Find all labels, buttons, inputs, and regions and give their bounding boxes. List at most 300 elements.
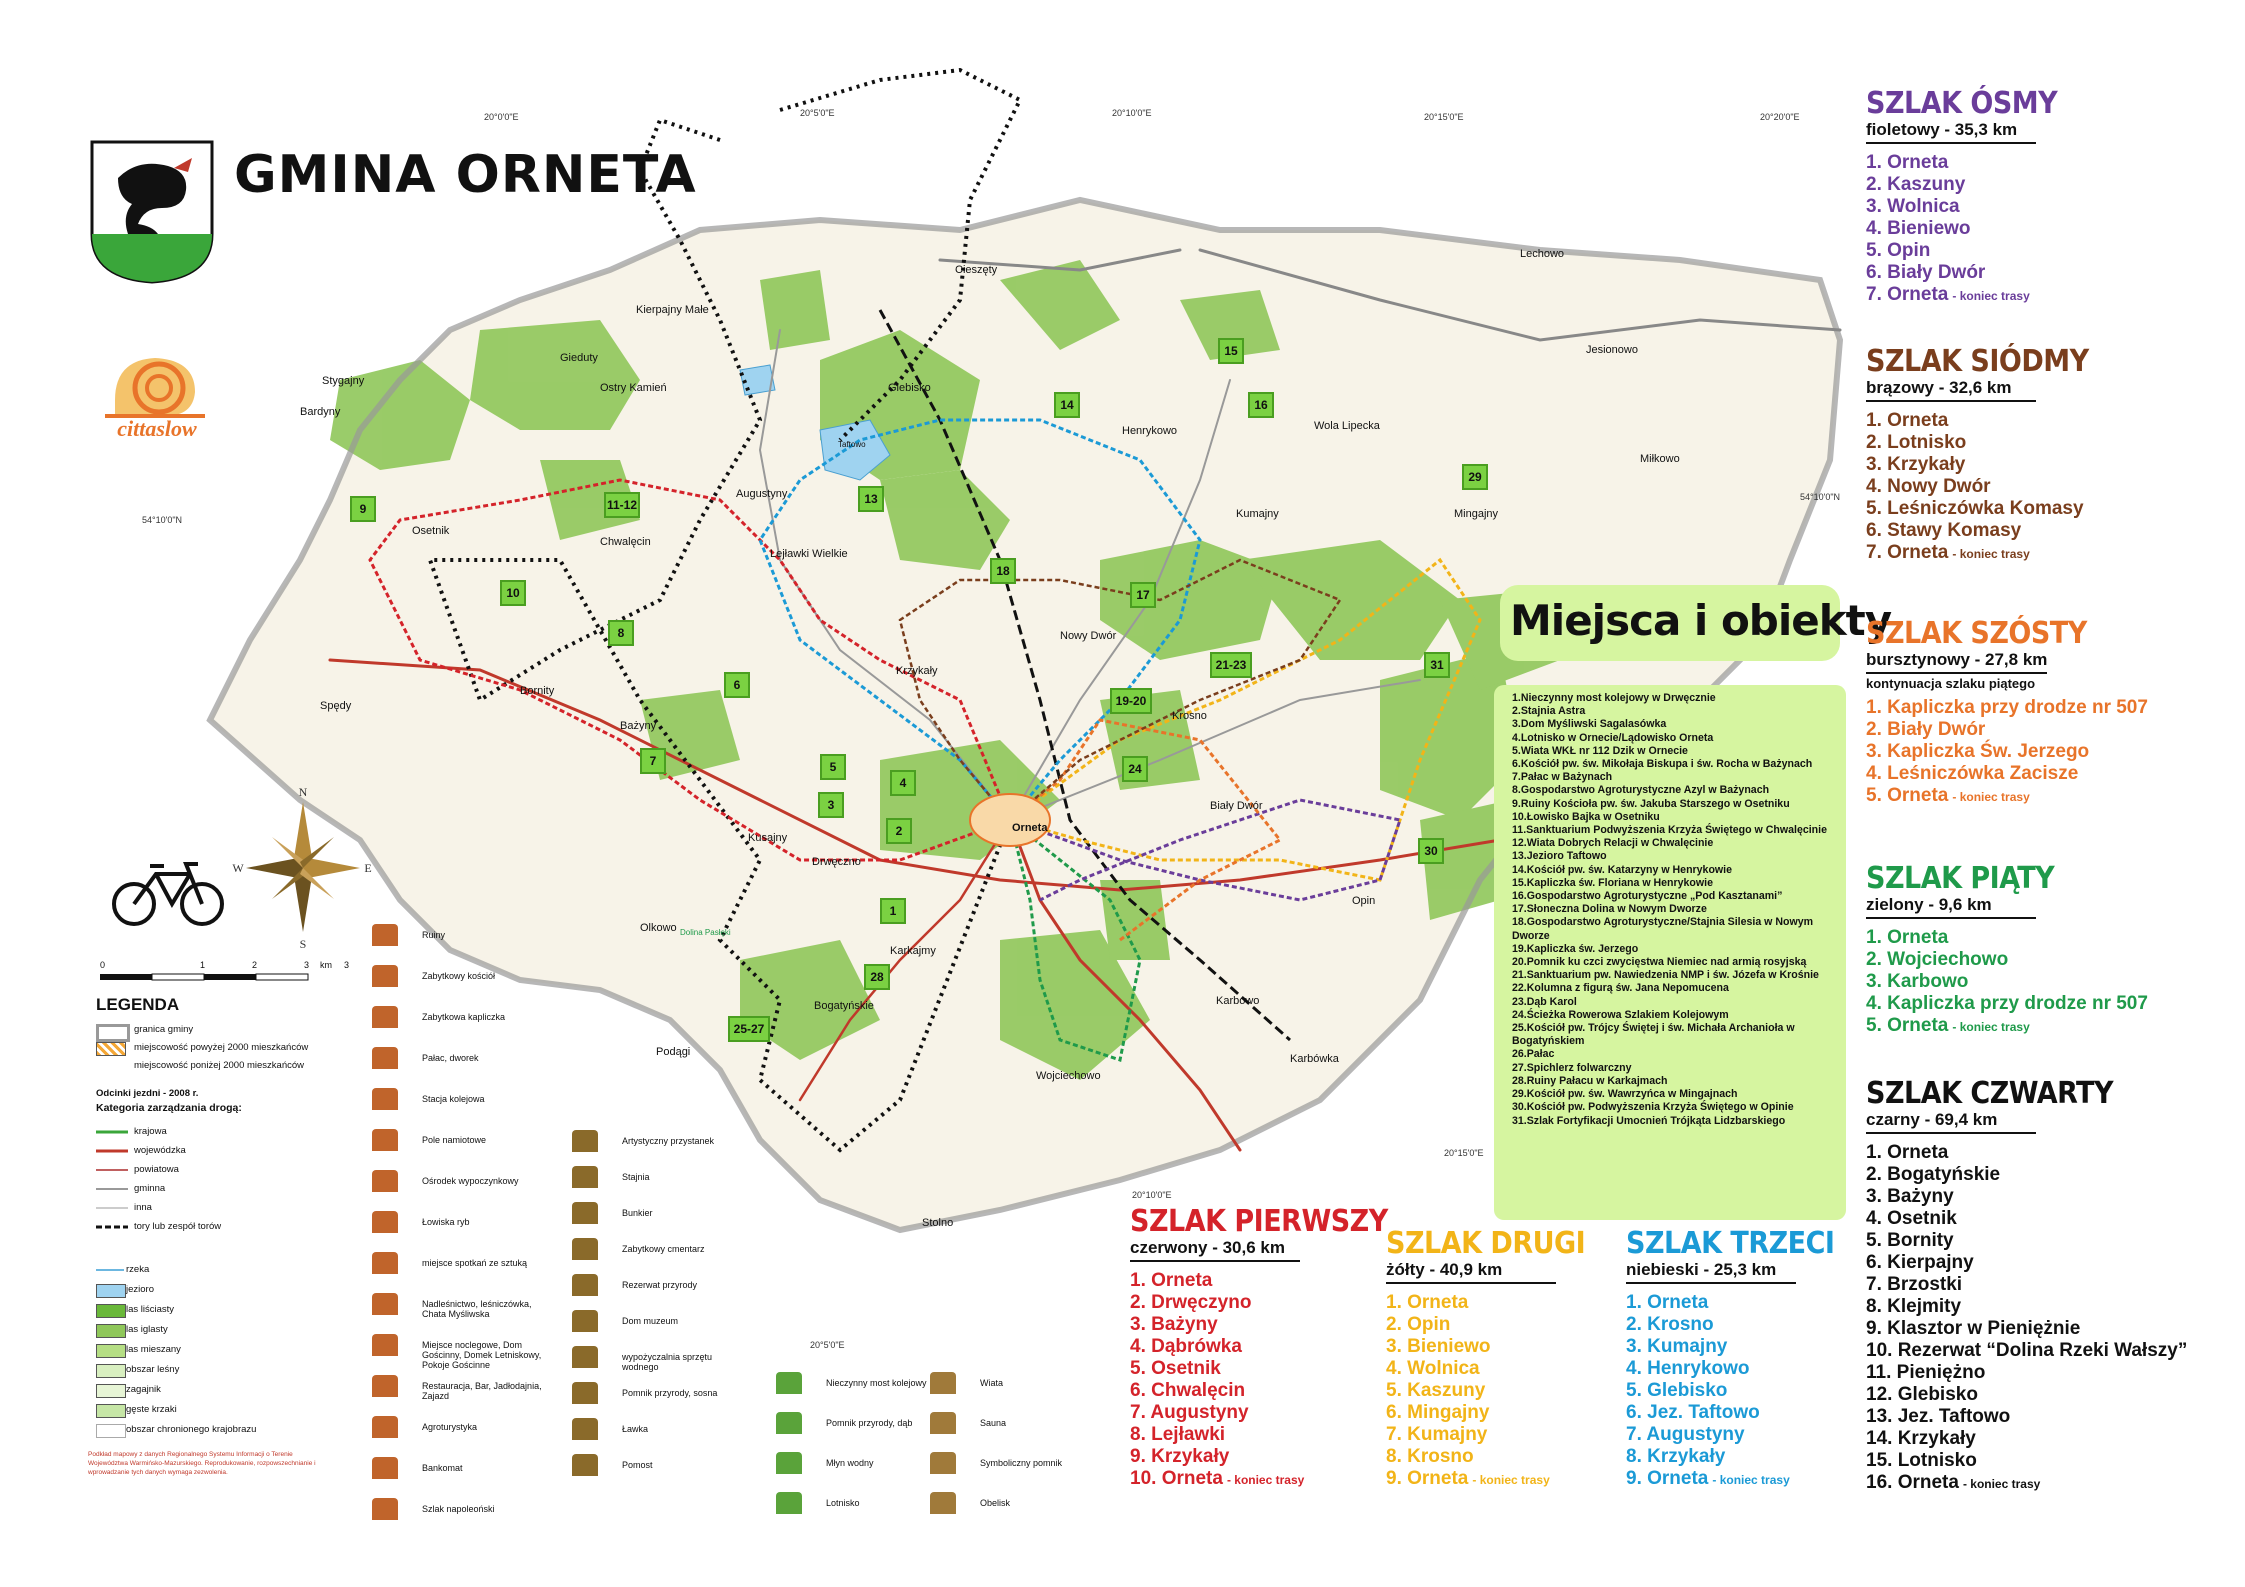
trail-stop bbox=[1866, 1450, 2187, 1472]
map-place: Dolina Pasłęki bbox=[680, 928, 731, 937]
trail-stop-label: 2. Kaszuny bbox=[1866, 174, 1966, 195]
trail-stop bbox=[1386, 1336, 1585, 1358]
trail-stop bbox=[1866, 1274, 2187, 1296]
compass-w: W bbox=[232, 861, 244, 875]
trail-stop-label: 4. Bieniewo bbox=[1866, 218, 1971, 239]
trail-stop-label: 4. Kapliczka przy drodze nr 507 bbox=[1866, 993, 2148, 1014]
legend-symbol-icon bbox=[930, 1492, 956, 1514]
poi-marker[interactable]: 6 bbox=[724, 672, 750, 698]
places-list-item: 13.Jezioro Taftowo bbox=[1512, 850, 1607, 863]
trail-stop bbox=[1866, 454, 2089, 476]
trail-stops bbox=[1626, 1292, 1834, 1491]
trail-8 bbox=[1866, 88, 2057, 307]
trail-title: SZLAK ÓSMY bbox=[1866, 86, 2058, 121]
map-place: Lechowo bbox=[1520, 248, 1565, 260]
map-place-orneta: Orneta bbox=[1012, 822, 1048, 834]
legend-item: obszar chronionego krajobrazu bbox=[126, 1424, 257, 1435]
coord-label: 20°15'0"E bbox=[1444, 1148, 1484, 1158]
trail-stop-label: 2. Drwęczyno bbox=[1130, 1292, 1252, 1313]
places-list bbox=[1512, 692, 1842, 1128]
trail-stop bbox=[1866, 719, 2148, 741]
trail-subtitle: żółty - 40,9 km bbox=[1386, 1260, 1556, 1284]
legend-symbol-icon bbox=[572, 1310, 598, 1332]
legend-symbol-icon bbox=[372, 1006, 398, 1028]
trail-6 bbox=[1866, 618, 2148, 808]
legend-symbol-icon bbox=[372, 1170, 398, 1192]
poi-marker[interactable]: 13 bbox=[858, 486, 884, 512]
map-place: Drwęczno bbox=[812, 856, 861, 868]
trail-subtitle: czerwony - 30,6 km bbox=[1130, 1238, 1300, 1262]
trail-stop-label: 5. Orneta bbox=[1866, 785, 1949, 806]
places-list-item: 15.Kapliczka św. Floriana w Henrykowie bbox=[1512, 876, 1713, 889]
legend-item: miejscowość poniżej 2000 mieszkańców bbox=[134, 1060, 305, 1071]
trail-stop bbox=[1626, 1358, 1834, 1380]
legend-symbol-label: Pomnik przyrody, sosna bbox=[622, 1388, 718, 1398]
map-place: Augustyny bbox=[736, 488, 788, 500]
places-list-item: 28.Ruiny Pałacu w Karkajmach bbox=[1512, 1074, 1668, 1087]
trail-stops bbox=[1866, 927, 2148, 1038]
trail-subtitle: czarny - 69,4 km bbox=[1866, 1110, 2036, 1134]
map-place: Chwalęcin bbox=[600, 536, 651, 548]
legend-symbol-label: Pałac, dworek bbox=[422, 1053, 479, 1063]
places-list-item: 31.Szlak Fortyfikacji Umocnień Trójkąta Lidzbarskiego bbox=[1512, 1114, 1786, 1127]
legend-symbol-icon bbox=[776, 1372, 802, 1394]
trail-subtitle-note: kontynuacja szlaku piątego bbox=[1866, 676, 2036, 691]
places-list-item: 19.Kapliczka św. Jerzego bbox=[1512, 942, 1639, 955]
poi-marker[interactable]: 21-23 bbox=[1210, 652, 1252, 678]
trail-stop-label: 7. Augustyny bbox=[1626, 1424, 1745, 1445]
trail-stop bbox=[1130, 1358, 1388, 1380]
trail-stop bbox=[1130, 1292, 1388, 1314]
legend-symbol-label: Miejsce noclegowe, Dom Gościnny, Domek Letniskowy, Pokoje Gościnne bbox=[422, 1340, 542, 1370]
trail-subtitle: brązowy - 32,6 km bbox=[1866, 378, 2036, 402]
map-place: Bażyny bbox=[620, 720, 657, 732]
map-place: Kierpajny Małe bbox=[636, 304, 709, 316]
trail-stop-label: 1. Orneta bbox=[1866, 410, 1949, 431]
trail-title: SZLAK PIERWSZY bbox=[1130, 1204, 1388, 1239]
trail-end-note: - koniec trasy bbox=[1472, 1473, 1550, 1487]
legend-swatch bbox=[96, 1264, 124, 1276]
legend-symbol-label: Restauracja, Bar, Jadłodajnia, Zajazd bbox=[422, 1381, 542, 1401]
legend-symbol-label: Lotnisko bbox=[826, 1498, 860, 1508]
trail-stop bbox=[1866, 993, 2148, 1015]
poi-marker[interactable]: 29 bbox=[1462, 464, 1488, 490]
trail-stop-label: 9. Krzykały bbox=[1130, 1446, 1230, 1467]
legend-symbol-label: Dom muzeum bbox=[622, 1316, 679, 1326]
legend-symbol-icon bbox=[372, 1498, 398, 1520]
scale-tick: 1 bbox=[200, 960, 206, 970]
places-list-item: 20.Pomnik ku czci zwycięstwa Niemiec nad armią rosyjską bbox=[1512, 956, 1807, 969]
places-list-item: 23.Dąb Karol bbox=[1512, 995, 1577, 1008]
trail-stop-label: 7. Orneta bbox=[1866, 542, 1949, 563]
legend-symbol-icon bbox=[372, 1334, 398, 1356]
trail-stop-label: 6. Biały Dwór bbox=[1866, 262, 1986, 283]
coord-label: 54°10'0"N bbox=[142, 515, 183, 525]
legend-symbol-icon bbox=[372, 1457, 398, 1479]
legend-item: miejscowość powyżej 2000 mieszkańców bbox=[134, 1042, 309, 1053]
trail-stop-label: 8. Krosno bbox=[1386, 1446, 1474, 1467]
legend-symbol-label: Bunkier bbox=[622, 1208, 653, 1218]
trail-stop bbox=[1386, 1446, 1585, 1468]
legend-road-lines bbox=[96, 1124, 130, 1244]
trail-stop-label: 10. Rezerwat “Dolina Rzeki Wałszy” bbox=[1866, 1340, 2188, 1361]
trail-stop-label: 3. Krzykały bbox=[1866, 454, 1966, 475]
legend-symbol-icon bbox=[572, 1418, 598, 1440]
legend-swatch bbox=[96, 1324, 126, 1338]
trail-stops bbox=[1866, 152, 2057, 307]
trail-stop bbox=[1866, 520, 2089, 542]
legend-symbol-label: Stacja kolejowa bbox=[422, 1094, 485, 1104]
trail-stop-label: 9. Klasztor w Pieniężnie bbox=[1866, 1318, 2081, 1339]
trail-stop-label: 15. Lotnisko bbox=[1866, 1450, 1977, 1471]
legend-symbol-icon bbox=[572, 1346, 598, 1368]
trail-title: SZLAK SZÓSTY bbox=[1866, 616, 2087, 651]
coord-label: 20°10'0"E bbox=[1132, 1190, 1172, 1200]
coord-label: 20°10'0"E bbox=[1112, 108, 1152, 118]
legend-symbol-icon bbox=[930, 1372, 956, 1394]
map-place: Karkajmy bbox=[890, 945, 936, 957]
places-list-item: 3.Dom Myśliwski Sagalasówka bbox=[1512, 718, 1667, 731]
poi-marker[interactable]: 14 bbox=[1054, 392, 1080, 418]
trail-stop-label: 5. Glebisko bbox=[1626, 1380, 1728, 1401]
trail-stop-label: 3. Kapliczka Św. Jerzego bbox=[1866, 741, 2090, 762]
legend-symbol-icon bbox=[372, 1375, 398, 1397]
places-list-item: 9.Ruiny Kościoła pw. św. Jakuba Starszego w Osetniku bbox=[1512, 797, 1790, 810]
legend-swatch bbox=[96, 1424, 126, 1438]
trail-stop-label: 1. Orneta bbox=[1130, 1270, 1213, 1291]
map-place: Bardyny bbox=[300, 406, 341, 418]
trail-stop bbox=[1866, 542, 2089, 565]
trail-4 bbox=[1866, 1078, 2187, 1495]
legend-symbol-icon bbox=[572, 1238, 598, 1260]
trail-7 bbox=[1866, 346, 2089, 565]
trail-end-note: - koniec trasy bbox=[1962, 1477, 2041, 1491]
legend-symbol-icon bbox=[372, 1129, 398, 1151]
trail-stop-label: 9. Orneta bbox=[1626, 1468, 1709, 1489]
trail-stop bbox=[1386, 1292, 1585, 1314]
map-place: Opin bbox=[1352, 895, 1376, 907]
poi-marker[interactable]: 16 bbox=[1248, 392, 1274, 418]
trail-stop bbox=[1130, 1446, 1388, 1468]
legend-item: las iglasty bbox=[126, 1324, 168, 1335]
trail-end-note: - koniec trasy bbox=[1226, 1473, 1305, 1487]
poi-marker[interactable]: 30 bbox=[1418, 838, 1444, 864]
trail-stop-label: 11. Pieniężno bbox=[1866, 1362, 1986, 1383]
legend-symbol-icon bbox=[372, 1047, 398, 1069]
trail-stop-label: 7. Orneta bbox=[1866, 284, 1949, 305]
legend-symbol-label: Bankomat bbox=[422, 1463, 463, 1473]
trail-stop bbox=[1626, 1292, 1834, 1314]
places-list-item: 8.Gospodarstwo Agroturystyczne Azyl w Bażynach bbox=[1512, 784, 1770, 797]
trail-1 bbox=[1130, 1206, 1388, 1491]
trail-stop bbox=[1386, 1402, 1585, 1424]
places-list-item: 18.Gospodarstwo Agroturystyczne/Stajnia Silesia w Nowym Dworze bbox=[1512, 916, 1814, 942]
map-place: Jesionowo bbox=[1586, 344, 1638, 356]
gmina-crest-icon bbox=[88, 138, 216, 284]
places-list-item: 27.Spichlerz folwarczny bbox=[1512, 1061, 1632, 1074]
trail-title: SZLAK SIÓDMY bbox=[1866, 344, 2089, 379]
trail-stop bbox=[1130, 1468, 1388, 1491]
poi-marker[interactable]: 3 bbox=[818, 792, 844, 818]
poi-marker[interactable]: 28 bbox=[864, 964, 890, 990]
places-list-item: 6.Kościół pw. św. Mikołaja Biskupa i św. Rocha w Bażynach bbox=[1512, 758, 1813, 771]
trail-stops bbox=[1866, 697, 2148, 808]
legend-symbol-label: Zabytkowa kapliczka bbox=[422, 1012, 506, 1022]
scale-tick: 2 bbox=[252, 960, 258, 970]
trail-stop bbox=[1866, 763, 2148, 785]
coord-label: 20°20'0"E bbox=[1760, 112, 1800, 122]
trail-stop bbox=[1626, 1380, 1834, 1402]
trail-stop bbox=[1866, 949, 2148, 971]
trail-stop-label: 5. Orneta bbox=[1866, 1015, 1949, 1036]
legend-item: jezioro bbox=[126, 1284, 154, 1295]
trail-stop-label: 2. Wojciechowo bbox=[1866, 949, 2009, 970]
trail-stop-label: 6. Kierpajny bbox=[1866, 1252, 1974, 1273]
legend-symbol-label: Ławka bbox=[622, 1424, 649, 1434]
map-place: Spędy bbox=[320, 700, 352, 712]
poi-marker[interactable]: 2 bbox=[886, 818, 912, 844]
legend-symbol-label: wypożyczalnia sprzętu wodnego bbox=[622, 1352, 713, 1372]
trail-stop bbox=[1866, 262, 2057, 284]
trail-stop-label: 2. Bogatyńskie bbox=[1866, 1164, 2001, 1185]
trail-end-note: - koniec trasy bbox=[1952, 547, 2030, 561]
trail-stop-label: 4. Osetnik bbox=[1866, 1208, 1957, 1229]
trail-stop-label: 5. Opin bbox=[1866, 240, 1931, 261]
trail-stop bbox=[1386, 1424, 1585, 1446]
trail-subtitle: niebieski - 25,3 km bbox=[1626, 1260, 1796, 1284]
trail-stop bbox=[1866, 697, 2148, 719]
trail-stop-label: 3. Kumajny bbox=[1626, 1336, 1728, 1357]
trail-stop bbox=[1866, 476, 2089, 498]
legend-swatch bbox=[96, 1364, 126, 1378]
trail-stop-label: 2. Lotnisko bbox=[1866, 432, 1967, 453]
legend-swatch bbox=[96, 1024, 130, 1042]
trail-stop bbox=[1866, 410, 2089, 432]
legend-symbol-label: Wiata bbox=[980, 1378, 1004, 1388]
places-list-item: 14.Kościół pw. św. Katarzyny w Henrykowie bbox=[1512, 863, 1732, 876]
trail-stop bbox=[1866, 1186, 2187, 1208]
legend-symbol-label: Ruiny bbox=[422, 930, 446, 940]
trail-stop bbox=[1866, 174, 2057, 196]
places-title: Miejsca i obiekty bbox=[1510, 596, 1892, 645]
legend-symbol-label: Nadleśnictwo, leśniczówka, Chata Myśliwska bbox=[422, 1299, 532, 1319]
legend-symbol-icon bbox=[572, 1202, 598, 1224]
trail-stop-label: 6. Mingajny bbox=[1386, 1402, 1490, 1423]
trail-stop-label: 8. Lejławki bbox=[1130, 1424, 1226, 1445]
map-place: Kumajny bbox=[1236, 508, 1279, 520]
poi-marker[interactable]: 8 bbox=[608, 620, 634, 646]
poi-marker[interactable]: 31 bbox=[1424, 652, 1450, 678]
trail-stop bbox=[1866, 196, 2057, 218]
legend-symbol-icon bbox=[776, 1452, 802, 1474]
trail-stop-label: 8. Klejmity bbox=[1866, 1296, 1962, 1317]
legend-symbol-label: Pomnik przyrody, dąb bbox=[826, 1418, 913, 1428]
trail-stop-label: 7. Augustyny bbox=[1130, 1402, 1249, 1423]
legend-item: rzeka bbox=[126, 1264, 150, 1275]
poi-marker[interactable]: 17 bbox=[1130, 582, 1156, 608]
places-list-item: 16.Gospodarstwo Agroturystyczne „Pod Kasztanami” bbox=[1512, 890, 1783, 903]
map-place: Osetnik bbox=[412, 525, 450, 537]
trail-stop bbox=[1130, 1402, 1388, 1424]
places-list-item: 7.Pałac w Bażynach bbox=[1512, 771, 1613, 784]
trail-stop-label: 4. Leśniczówka Zacisze bbox=[1866, 763, 2079, 784]
poi-marker[interactable]: 5 bbox=[820, 754, 846, 780]
trail-stop bbox=[1866, 1406, 2187, 1428]
map-place: Cieszęty bbox=[955, 264, 998, 276]
poi-marker[interactable]: 9 bbox=[350, 496, 376, 522]
legend-symbol-icon bbox=[372, 924, 398, 946]
legend-item: las liściasty bbox=[126, 1304, 175, 1315]
trail-subtitle: fioletowy - 35,3 km bbox=[1866, 120, 2036, 144]
legend-swatch bbox=[96, 1284, 126, 1298]
legend-item: tory lub zespół torów bbox=[134, 1221, 222, 1232]
legend-symbol-label: miejsce spotkań ze sztuką bbox=[422, 1258, 528, 1268]
trail-subtitle: zielony - 9,6 km bbox=[1866, 895, 2036, 919]
trail-stop bbox=[1626, 1468, 1834, 1491]
trail-stop-label: 14. Krzykały bbox=[1866, 1428, 1976, 1449]
trail-stops bbox=[1386, 1292, 1585, 1491]
trail-stop-label: 16. Orneta bbox=[1866, 1472, 1959, 1493]
map-place: Karbówka bbox=[1290, 1053, 1339, 1065]
legend-symbol-label: Obelisk bbox=[980, 1498, 1011, 1508]
trail-subtitle: bursztynowy - 27,8 km bbox=[1866, 650, 2047, 674]
trail-stop bbox=[1866, 1015, 2148, 1038]
trail-stop-label: 2. Krosno bbox=[1626, 1314, 1714, 1335]
places-list-item: 22.Kolumna z figurą św. Jana Nepomucena bbox=[1512, 982, 1729, 995]
legend-symbol-label: Sauna bbox=[980, 1418, 1007, 1428]
trail-stop bbox=[1130, 1270, 1388, 1292]
legend-symbol-label: Symboliczny pomnik bbox=[980, 1458, 1063, 1468]
trail-stop-label: 5. Kaszuny bbox=[1386, 1380, 1486, 1401]
legend-symbol-label: Nieczynny most kolejowy bbox=[826, 1378, 927, 1388]
map-place: Gieduty bbox=[560, 352, 598, 364]
legend-symbol-icon bbox=[372, 1211, 398, 1233]
legend-swatch bbox=[96, 1384, 126, 1398]
trail-stop-label: 1. Orneta bbox=[1866, 152, 1949, 173]
poi-marker[interactable]: 19-20 bbox=[1110, 688, 1152, 714]
trail-stop-label: 3. Wolnica bbox=[1866, 196, 1960, 217]
trail-stop bbox=[1866, 1472, 2187, 1495]
trail-stop bbox=[1866, 741, 2148, 763]
legend-swatch bbox=[96, 1344, 126, 1358]
map-place: Mingajny bbox=[1454, 508, 1499, 520]
legend-item: obszar leśny bbox=[126, 1364, 180, 1375]
legend-symbol-icon bbox=[372, 1088, 398, 1110]
trail-stop bbox=[1626, 1314, 1834, 1336]
map-place: Miłkowo bbox=[1640, 453, 1680, 465]
places-list-item: 30.Kościół pw. Podwyższenia Krzyża Świętego w Opinie bbox=[1512, 1101, 1794, 1114]
trail-stop-label: 6. Jez. Taftowo bbox=[1626, 1402, 1760, 1423]
scale-tick: 3 bbox=[344, 960, 350, 970]
poi-marker[interactable]: 10 bbox=[500, 580, 526, 606]
poi-marker[interactable]: 18 bbox=[990, 558, 1016, 584]
poi-marker[interactable]: 25-27 bbox=[728, 1016, 770, 1042]
trail-stop-label: 7. Kumajny bbox=[1386, 1424, 1488, 1445]
map-place: Taftowo bbox=[838, 440, 866, 449]
trail-title: SZLAK CZWARTY bbox=[1866, 1076, 2113, 1111]
legend-symbol-icon bbox=[372, 1416, 398, 1438]
compass-rose-icon bbox=[232, 782, 374, 952]
trail-stop-label: 1. Orneta bbox=[1866, 927, 1949, 948]
legend-symbol-label: Pole namiotowe bbox=[422, 1135, 487, 1145]
map-place: Karbowo bbox=[1216, 995, 1260, 1007]
trail-stop bbox=[1626, 1402, 1834, 1424]
places-list-item: 2.Stajnia Astra bbox=[1512, 705, 1586, 718]
legend-item: gęste krzaki bbox=[126, 1404, 177, 1415]
scale-tick-unit: km bbox=[320, 960, 332, 970]
legend-item: inna bbox=[134, 1202, 152, 1213]
coord-label: 20°0'0"E bbox=[484, 112, 519, 122]
map-place: Wola Lipecka bbox=[1314, 420, 1380, 432]
legend-symbol-icon bbox=[776, 1412, 802, 1434]
poi-marker[interactable]: 4 bbox=[890, 770, 916, 796]
legend-item: krajowa bbox=[134, 1126, 167, 1137]
poi-marker[interactable]: 11-12 bbox=[604, 492, 640, 518]
poi-marker[interactable]: 1 bbox=[880, 898, 906, 924]
places-list-item: 1.Nieczynny most kolejowy w Drwęcznie bbox=[1512, 692, 1716, 704]
legend-symbol-icon bbox=[572, 1454, 598, 1476]
legend-roads-heading: Kategoria zarządzania drogą: bbox=[96, 1102, 242, 1114]
trail-stop bbox=[1866, 284, 2057, 307]
legend-heading: LEGENDA bbox=[96, 995, 180, 1014]
compass-s: S bbox=[299, 937, 307, 951]
trail-stop bbox=[1866, 1164, 2187, 1186]
trail-stop bbox=[1866, 432, 2089, 454]
trail-stop-label: 4. Henrykowo bbox=[1626, 1358, 1750, 1379]
trail-stop bbox=[1866, 971, 2148, 993]
trail-stop-label: 13. Jez. Taftowo bbox=[1866, 1406, 2011, 1427]
legend-symbol-label: Zabytkowy kościół bbox=[422, 971, 496, 981]
trail-stop-label: 9. Orneta bbox=[1386, 1468, 1469, 1489]
map-place: Olkowo bbox=[640, 922, 677, 934]
trail-stop bbox=[1130, 1424, 1388, 1446]
coord-label: 20°15'0"E bbox=[1424, 112, 1464, 122]
legend-symbol-icon bbox=[372, 1293, 398, 1315]
trail-stop-label: 12. Glebisko bbox=[1866, 1384, 1978, 1405]
coord-label: 20°5'0"E bbox=[800, 108, 835, 118]
page-title: GMINA ORNETA bbox=[234, 145, 697, 205]
cittaslow-logo-icon bbox=[95, 330, 225, 440]
legend-symbol-icon bbox=[572, 1382, 598, 1404]
map-place: Biały Dwór bbox=[1210, 800, 1263, 812]
trail-stop-label: 7. Brzostki bbox=[1866, 1274, 1963, 1295]
trail-title: SZLAK DRUGI bbox=[1386, 1226, 1586, 1261]
map-place: Bornity bbox=[520, 685, 555, 697]
poi-marker[interactable]: 15 bbox=[1218, 338, 1244, 364]
scale-tick: 0 bbox=[100, 960, 106, 970]
trail-stop bbox=[1386, 1380, 1585, 1402]
legend-roads-note: Odcinki jezdni - 2008 r. bbox=[96, 1088, 199, 1099]
trail-stop bbox=[1626, 1336, 1834, 1358]
map-place: Lejławki Wielkie bbox=[770, 548, 848, 560]
poi-marker[interactable]: 7 bbox=[640, 748, 666, 774]
map-place: Podągi bbox=[656, 1046, 691, 1058]
poi-marker[interactable]: 24 bbox=[1122, 756, 1148, 782]
map-place: Wojciechowo bbox=[1036, 1070, 1101, 1082]
trail-stop bbox=[1866, 785, 2148, 808]
legend-swatch bbox=[96, 1042, 126, 1056]
trail-stop bbox=[1866, 1318, 2187, 1340]
legend-symbol-icon bbox=[372, 965, 398, 987]
compass-n: N bbox=[298, 785, 308, 799]
places-list-item: 21.Sanktuarium pw. Nawiedzenia NMP i św. Józefa w Krośnie bbox=[1512, 969, 1819, 982]
legend-item: wojewódzka bbox=[134, 1145, 186, 1156]
trail-stop bbox=[1386, 1468, 1585, 1491]
map-place: Glebisko bbox=[888, 382, 931, 394]
trail-stop bbox=[1386, 1358, 1585, 1380]
legend-swatch bbox=[96, 1404, 126, 1418]
map-place: Nowy Dwór bbox=[1060, 630, 1117, 642]
